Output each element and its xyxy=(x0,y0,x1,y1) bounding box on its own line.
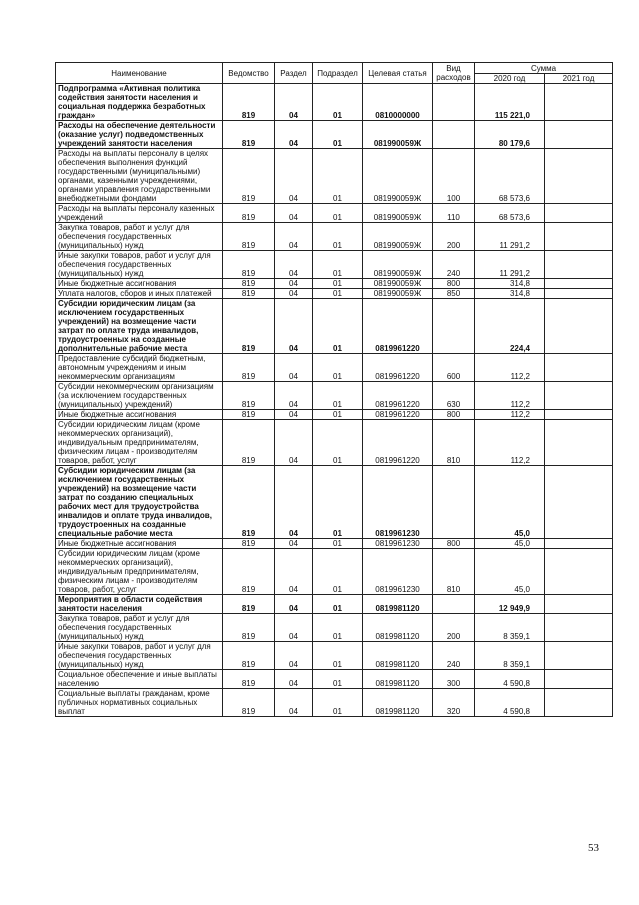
cell-amount-2020: 8 359,1 xyxy=(475,614,545,642)
cell-name: Расходы на выплаты персоналу в целях обеспечения выполнения функций государственными (муниципальными) органами, казенными учреждениями, органами управления государственными внебюджетными фондами xyxy=(56,149,223,204)
cell-amount-2020: 314,8 xyxy=(475,289,545,299)
cell-target: 0819961230 xyxy=(363,539,433,549)
cell-subsection: 01 xyxy=(313,410,363,420)
cell-name: Иные бюджетные ассигнования xyxy=(56,410,223,420)
cell-department: 819 xyxy=(223,670,275,689)
cell-section: 04 xyxy=(275,670,313,689)
cell-department: 819 xyxy=(223,382,275,410)
table-row xyxy=(56,279,613,289)
cell-subsection: 01 xyxy=(313,279,363,289)
cell-name: Иные бюджетные ассигнования xyxy=(56,539,223,549)
cell-name: Субсидии юридическим лицам (кроме некоммерческих организаций), индивидуальным предпринимателям, физическим лицам - производителям товаров, работ, услуг xyxy=(56,549,223,595)
cell-expense-type xyxy=(433,84,475,121)
header-year-2021: 2021 год xyxy=(545,74,613,84)
cell-name: Социальные выплаты гражданам, кроме публичных нормативных социальных выплат xyxy=(56,689,223,717)
cell-name: Уплата налогов, сборов и иных платежей xyxy=(56,289,223,299)
cell-section: 04 xyxy=(275,251,313,279)
cell-section: 04 xyxy=(275,299,313,354)
cell-target: 0819981120 xyxy=(363,689,433,717)
cell-amount-2020: 115 221,0 xyxy=(475,84,545,121)
cell-amount-2020: 45,0 xyxy=(475,466,545,539)
cell-department: 819 xyxy=(223,149,275,204)
cell-target: 0819961220 xyxy=(363,354,433,382)
cell-name: Социальное обеспечение и иные выплаты населению xyxy=(56,670,223,689)
cell-expense-type: 110 xyxy=(433,204,475,223)
cell-expense-type: 630 xyxy=(433,382,475,410)
cell-amount-2020: 80 179,6 xyxy=(475,121,545,149)
table-row xyxy=(56,595,613,614)
cell-amount-2020: 45,0 xyxy=(475,549,545,595)
cell-section: 04 xyxy=(275,84,313,121)
cell-subsection: 01 xyxy=(313,149,363,204)
cell-amount-2021 xyxy=(545,466,613,539)
cell-name: Субсидии юридическим лицам (кроме некоммерческих организаций), индивидуальным предпринимателям, физическим лицам - производителям товаров, работ, услуг xyxy=(56,420,223,466)
cell-department: 819 xyxy=(223,420,275,466)
cell-subsection: 01 xyxy=(313,595,363,614)
cell-amount-2020: 12 949,9 xyxy=(475,595,545,614)
cell-department: 819 xyxy=(223,595,275,614)
cell-expense-type xyxy=(433,466,475,539)
cell-expense-type: 200 xyxy=(433,614,475,642)
table-row xyxy=(56,549,613,595)
cell-amount-2021 xyxy=(545,670,613,689)
cell-target: 081990059Ж xyxy=(363,204,433,223)
cell-target: 0819961220 xyxy=(363,420,433,466)
cell-amount-2020: 224,4 xyxy=(475,299,545,354)
cell-department: 819 xyxy=(223,466,275,539)
cell-amount-2021 xyxy=(545,121,613,149)
cell-department: 819 xyxy=(223,84,275,121)
cell-section: 04 xyxy=(275,149,313,204)
cell-department: 819 xyxy=(223,539,275,549)
cell-section: 04 xyxy=(275,595,313,614)
table-row xyxy=(56,354,613,382)
cell-target: 081990059Ж xyxy=(363,223,433,251)
cell-department: 819 xyxy=(223,614,275,642)
cell-amount-2021 xyxy=(545,299,613,354)
table-row xyxy=(56,204,613,223)
header-target: Целевая статья xyxy=(363,63,433,84)
cell-expense-type: 810 xyxy=(433,549,475,595)
cell-expense-type: 100 xyxy=(433,149,475,204)
cell-name: Закупка товаров, работ и услуг для обеспечения государственных (муниципальных) нужд xyxy=(56,223,223,251)
cell-amount-2021 xyxy=(545,539,613,549)
header-section: Раздел xyxy=(275,63,313,84)
cell-expense-type: 320 xyxy=(433,689,475,717)
table-row xyxy=(56,223,613,251)
cell-subsection: 01 xyxy=(313,299,363,354)
cell-subsection: 01 xyxy=(313,689,363,717)
cell-amount-2020: 112,2 xyxy=(475,420,545,466)
cell-amount-2021 xyxy=(545,204,613,223)
cell-amount-2021 xyxy=(545,354,613,382)
cell-section: 04 xyxy=(275,410,313,420)
cell-section: 04 xyxy=(275,539,313,549)
cell-name: Иные закупки товаров, работ и услуг для обеспечения государственных (муниципальных) нужд xyxy=(56,642,223,670)
cell-name: Предоставление субсидий бюджетным, автономным учреждениям и иным некоммерческим организациям xyxy=(56,354,223,382)
cell-amount-2021 xyxy=(545,689,613,717)
cell-name: Субсидии некоммерческим организациям (за исключением государственных (муниципальных) учреждений) xyxy=(56,382,223,410)
cell-expense-type: 800 xyxy=(433,410,475,420)
cell-expense-type: 850 xyxy=(433,289,475,299)
cell-target: 0819981120 xyxy=(363,595,433,614)
cell-section: 04 xyxy=(275,279,313,289)
cell-section: 04 xyxy=(275,420,313,466)
cell-name: Подпрограмма «Активная политика содействия занятости населения и социальная поддержка безработных граждан» xyxy=(56,84,223,121)
cell-section: 04 xyxy=(275,289,313,299)
cell-target: 081990059Ж xyxy=(363,279,433,289)
cell-target: 0819961230 xyxy=(363,466,433,539)
cell-name: Иные бюджетные ассигнования xyxy=(56,279,223,289)
cell-name: Субсидии юридическим лицам (за исключением государственных учреждений) на возмещение части затрат по оплате труда инвалидов, трудоустроенных на созданные дополнительные рабочие места xyxy=(56,299,223,354)
cell-department: 819 xyxy=(223,121,275,149)
cell-target: 0819981120 xyxy=(363,614,433,642)
cell-subsection: 01 xyxy=(313,549,363,595)
cell-name: Иные закупки товаров, работ и услуг для обеспечения государственных (муниципальных) нужд xyxy=(56,251,223,279)
cell-expense-type: 200 xyxy=(433,223,475,251)
table-row xyxy=(56,670,613,689)
cell-section: 04 xyxy=(275,549,313,595)
cell-target: 0819961220 xyxy=(363,410,433,420)
cell-subsection: 01 xyxy=(313,670,363,689)
cell-amount-2021 xyxy=(545,642,613,670)
cell-department: 819 xyxy=(223,299,275,354)
cell-name: Закупка товаров, работ и услуг для обеспечения государственных (муниципальных) нужд xyxy=(56,614,223,642)
header-department: Ведомство xyxy=(223,63,275,84)
cell-target: 0819961220 xyxy=(363,382,433,410)
cell-subsection: 01 xyxy=(313,354,363,382)
cell-subsection: 01 xyxy=(313,121,363,149)
table-row xyxy=(56,121,613,149)
table-body xyxy=(56,84,613,717)
cell-amount-2021 xyxy=(545,420,613,466)
table-row xyxy=(56,642,613,670)
cell-amount-2020: 314,8 xyxy=(475,279,545,289)
cell-subsection: 01 xyxy=(313,420,363,466)
cell-target: 081990059Ж xyxy=(363,121,433,149)
cell-amount-2020: 68 573,6 xyxy=(475,149,545,204)
cell-expense-type: 800 xyxy=(433,539,475,549)
table-row xyxy=(56,299,613,354)
cell-amount-2021 xyxy=(545,149,613,204)
cell-subsection: 01 xyxy=(313,382,363,410)
cell-target: 0819961220 xyxy=(363,299,433,354)
cell-target: 081990059Ж xyxy=(363,149,433,204)
cell-department: 819 xyxy=(223,410,275,420)
cell-subsection: 01 xyxy=(313,84,363,121)
cell-expense-type: 810 xyxy=(433,420,475,466)
cell-amount-2021 xyxy=(545,382,613,410)
table-row xyxy=(56,689,613,717)
cell-name: Расходы на выплаты персоналу казенных учреждений xyxy=(56,204,223,223)
table-row xyxy=(56,420,613,466)
cell-expense-type xyxy=(433,121,475,149)
cell-section: 04 xyxy=(275,689,313,717)
budget-table xyxy=(55,62,613,717)
cell-amount-2020: 4 590,8 xyxy=(475,670,545,689)
table-row xyxy=(56,382,613,410)
cell-section: 04 xyxy=(275,466,313,539)
table-row xyxy=(56,466,613,539)
cell-name: Субсидии юридическим лицам (за исключением государственных учреждений) на возмещение части затрат по созданию специальных рабочих мест для трудоустройства инвалидов и оплате труда инвалидов, трудоустроенных на созданные специальные рабочие места xyxy=(56,466,223,539)
cell-amount-2021 xyxy=(545,410,613,420)
cell-amount-2020: 11 291,2 xyxy=(475,251,545,279)
cell-subsection: 01 xyxy=(313,466,363,539)
cell-expense-type xyxy=(433,299,475,354)
cell-amount-2021 xyxy=(545,614,613,642)
table-row xyxy=(56,251,613,279)
cell-target: 0819981120 xyxy=(363,670,433,689)
cell-amount-2021 xyxy=(545,549,613,595)
cell-name: Расходы на обеспечение деятельности (оказание услуг) подведомственных учреждений занятости населения xyxy=(56,121,223,149)
table-row xyxy=(56,289,613,299)
cell-amount-2021 xyxy=(545,595,613,614)
cell-department: 819 xyxy=(223,289,275,299)
cell-subsection: 01 xyxy=(313,204,363,223)
cell-amount-2020: 68 573,6 xyxy=(475,204,545,223)
cell-subsection: 01 xyxy=(313,539,363,549)
cell-department: 819 xyxy=(223,223,275,251)
cell-expense-type: 800 xyxy=(433,279,475,289)
cell-amount-2020: 112,2 xyxy=(475,410,545,420)
cell-subsection: 01 xyxy=(313,642,363,670)
cell-amount-2021 xyxy=(545,223,613,251)
cell-section: 04 xyxy=(275,382,313,410)
cell-expense-type: 240 xyxy=(433,251,475,279)
cell-amount-2020: 11 291,2 xyxy=(475,223,545,251)
cell-target: 081990059Ж xyxy=(363,251,433,279)
table-row xyxy=(56,84,613,121)
cell-subsection: 01 xyxy=(313,289,363,299)
cell-department: 819 xyxy=(223,251,275,279)
table-row xyxy=(56,410,613,420)
cell-department: 819 xyxy=(223,549,275,595)
cell-target: 0819961230 xyxy=(363,549,433,595)
cell-department: 819 xyxy=(223,354,275,382)
cell-amount-2021 xyxy=(545,84,613,121)
cell-amount-2020: 45,0 xyxy=(475,539,545,549)
cell-expense-type: 240 xyxy=(433,642,475,670)
cell-department: 819 xyxy=(223,689,275,717)
cell-amount-2021 xyxy=(545,289,613,299)
header-subsection: Подраздел xyxy=(313,63,363,84)
cell-section: 04 xyxy=(275,614,313,642)
cell-amount-2021 xyxy=(545,279,613,289)
cell-amount-2020: 112,2 xyxy=(475,354,545,382)
cell-target: 081990059Ж xyxy=(363,289,433,299)
cell-amount-2020: 112,2 xyxy=(475,382,545,410)
cell-section: 04 xyxy=(275,354,313,382)
cell-amount-2020: 8 359,1 xyxy=(475,642,545,670)
cell-target: 0810000000 xyxy=(363,84,433,121)
cell-department: 819 xyxy=(223,279,275,289)
cell-name: Мероприятия в области содействия занятости населения xyxy=(56,595,223,614)
cell-section: 04 xyxy=(275,642,313,670)
cell-subsection: 01 xyxy=(313,614,363,642)
cell-department: 819 xyxy=(223,204,275,223)
cell-subsection: 01 xyxy=(313,251,363,279)
cell-department: 819 xyxy=(223,642,275,670)
cell-expense-type xyxy=(433,595,475,614)
cell-section: 04 xyxy=(275,204,313,223)
header-amount: Сумма xyxy=(475,63,613,74)
page-number: 53 xyxy=(588,842,599,854)
header-expense-type: Вид расходов xyxy=(433,63,475,84)
cell-target: 0819981120 xyxy=(363,642,433,670)
header-year-2020: 2020 год xyxy=(475,74,545,84)
cell-expense-type: 600 xyxy=(433,354,475,382)
table-row xyxy=(56,149,613,204)
cell-subsection: 01 xyxy=(313,223,363,251)
cell-expense-type: 300 xyxy=(433,670,475,689)
cell-section: 04 xyxy=(275,121,313,149)
cell-amount-2021 xyxy=(545,251,613,279)
cell-section: 04 xyxy=(275,223,313,251)
table-row xyxy=(56,539,613,549)
table-row xyxy=(56,614,613,642)
cell-amount-2020: 4 590,8 xyxy=(475,689,545,717)
header-name: Наименование xyxy=(56,63,223,84)
